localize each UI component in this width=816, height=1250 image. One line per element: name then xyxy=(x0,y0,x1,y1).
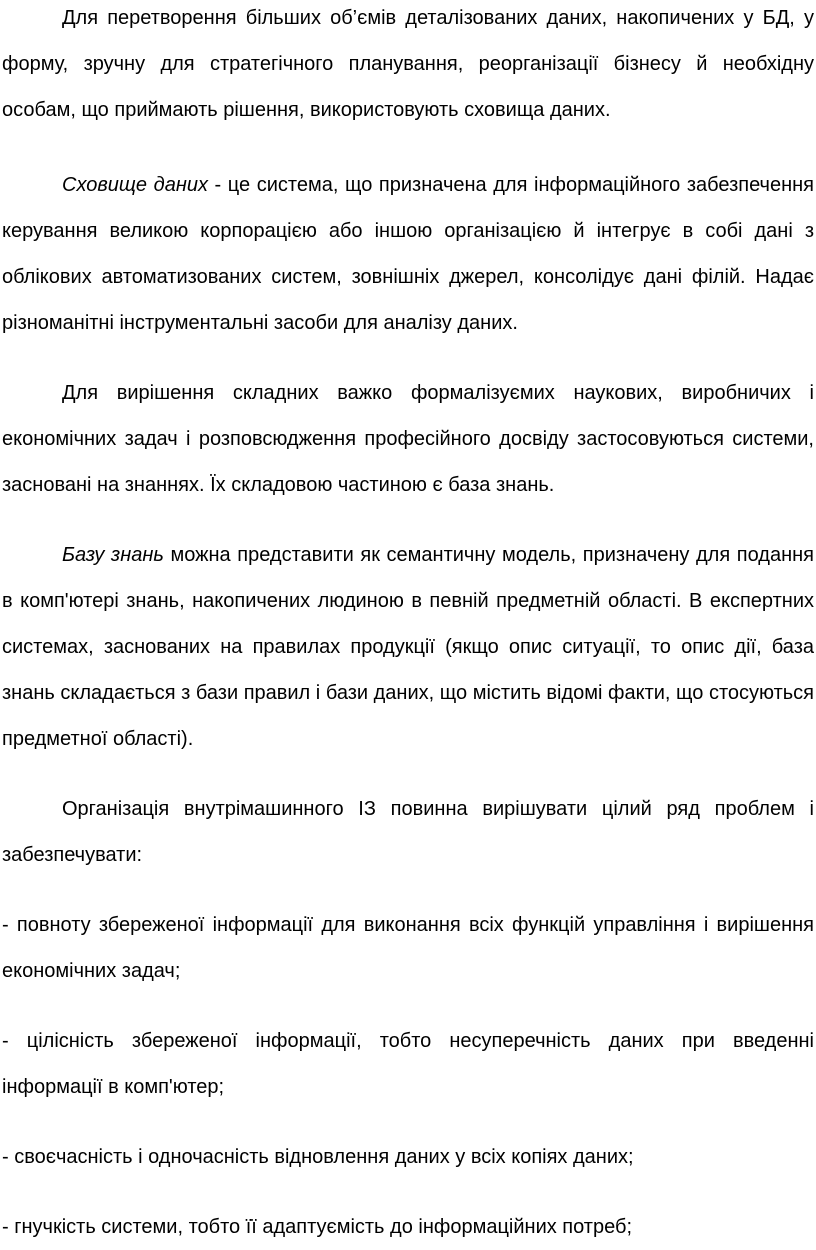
paragraph-text: можна представити як семантичну модель, призначену для подання в комп'ютері знань, накопичених людиною в певній предметній області. В експертних системах, заснованих на правилах продукції (якщо опис ситуації, то опис дії, база знань складається з бази правил і бази даних, що містить відомі факти, що стосуються предметної області). xyxy=(2,544,815,750)
list-item-flexibility xyxy=(2,1204,814,1250)
paragraph-knowledge-base-definition xyxy=(2,532,814,762)
paragraph-text: Для перетворення більших об’ємів деталізованих даних, накопичених у БД, у форму, зручну для стратегічного планування, реорганізації бізнесу й необхідну особам, що приймають рішення, використовують сховища даних. xyxy=(2,7,814,121)
list-item-integrity xyxy=(2,1018,814,1110)
list-item-text: - цілісність збереженої інформації, тобто несуперечність даних при введенні інформації в комп'ютер; xyxy=(2,1030,814,1098)
paragraph-text: Для вирішення складних важко формалізуємих наукових, виробничих і економічних задач і розповсюдження професійного досвіду застосовуються системи, засновані на знаннях. Їх складовою частиною є база знань. xyxy=(2,382,814,496)
paragraph-knowledge-systems xyxy=(2,370,814,508)
paragraph-text: - це система, що призначена для інформаційного забезпечення керування великою корпорацією або іншою організацією й інтегрує в собі дані з облікових автоматизованих систем, зовнішніх джерел, консолідує дані філій. Надає різноманітні інструментальні засоби для аналізу даних. xyxy=(2,174,814,334)
paragraph-data-warehouse-intro xyxy=(2,0,814,133)
paragraph-data-warehouse-definition xyxy=(2,162,814,346)
list-item-timeliness xyxy=(2,1134,814,1180)
paragraph-organization-requirements xyxy=(2,786,814,878)
list-item-text: - своєчасність і одночасність відновлення даних у всіх копіях даних; xyxy=(2,1146,634,1168)
term-knowledge-base: Базу знань xyxy=(62,544,164,566)
list-item-text: - гнучкість системи, тобто її адаптуємість до інформаційних потреб; xyxy=(2,1216,632,1238)
term-data-warehouse: Сховище даних xyxy=(62,174,208,196)
paragraph-text: Організація внутрімашинного ІЗ повинна вирішувати цілий ряд проблем і забезпечувати: xyxy=(2,798,814,866)
list-item-completeness xyxy=(2,902,814,994)
list-item-text: - повноту збереженої інформації для виконання всіх функцій управління і вирішення економічних задач; xyxy=(2,914,814,982)
